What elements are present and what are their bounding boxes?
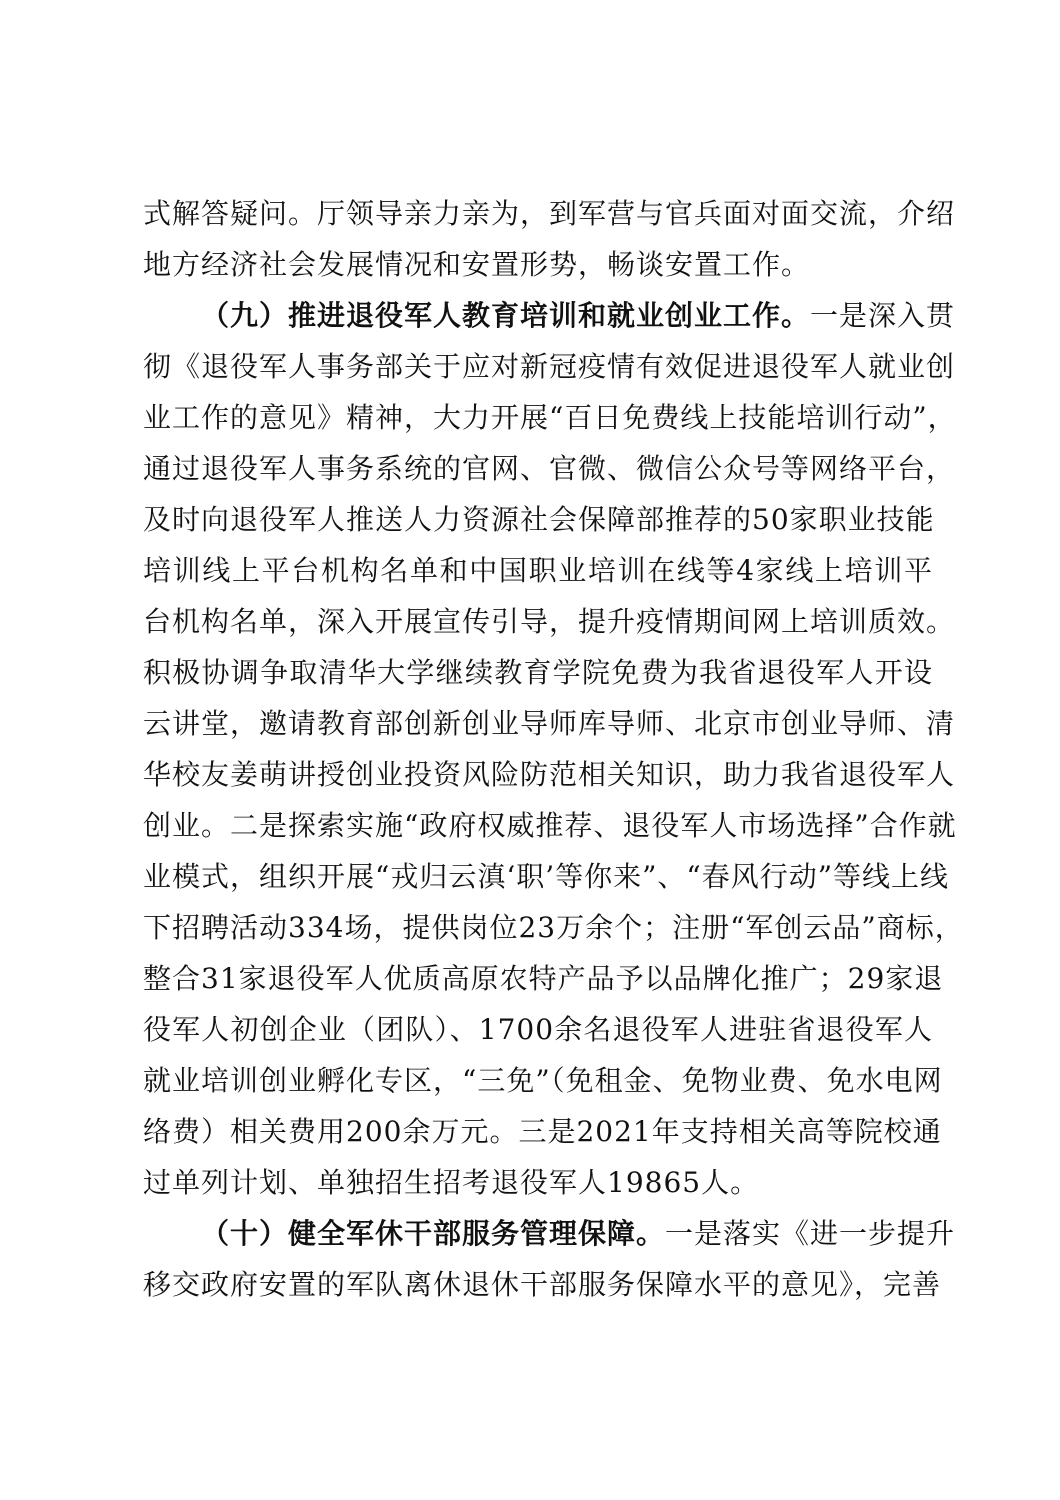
text-line [143, 239, 933, 290]
text-line [143, 1208, 956, 1259]
line-text: 培训线上平台机构名单和中国职业培训在线等4家线上培训平 [143, 554, 933, 587]
text-line [143, 443, 956, 494]
section-heading: （十）健全军休干部服务管理保障。 [201, 1217, 666, 1250]
line-text: 就业培训创业孵化专区，“三免”（免租金、免物业费、免水电网 [143, 1064, 943, 1097]
text-line [143, 1004, 933, 1055]
line-text: 业模式，组织开展“戎归云滇‘职’等你来”、“春风行动”等线上线 [143, 860, 950, 893]
line-text: 台机构名单，深入开展宣传引导，提升疫情期间网上培训质效。 [143, 605, 956, 638]
line-text: 彻《退役军人事务部关于应对新冠疫情有效促进退役军人就业创 [143, 350, 956, 383]
text-line [143, 1157, 933, 1208]
text-line [143, 596, 956, 647]
line-text: 云讲堂，邀请教育部创新创业导师库导师、北京市创业导师、清 [143, 707, 956, 740]
line-text: 整合31家退役军人优质高原农特产品予以品牌化推广；29家退 [143, 962, 944, 995]
text-line [143, 545, 933, 596]
text-line [143, 902, 964, 953]
line-text: 地方经济社会发展情况和安置形势，畅谈安置工作。 [143, 248, 811, 281]
line-text: 及时向退役军人推送人力资源社会保障部推荐的50家职业技能 [143, 503, 935, 536]
text-line [143, 1055, 943, 1106]
line-text: 创业。二是探索实施“政府权威推荐、退役军人市场选择”合作就 [143, 809, 957, 842]
line-text: 过单列计划、单独招生招考退役军人19865人。 [143, 1166, 760, 1199]
line-text: 积极协调争取清华大学继续教育学院免费为我省退役军人开设 [143, 656, 933, 689]
text-line [143, 188, 956, 239]
line-text: 一是深入贯 [810, 299, 956, 332]
text-line [143, 749, 956, 800]
text-line [143, 1259, 942, 1310]
line-text: 络费）相关费用200余万元。三是2021年支持相关高等院校通 [143, 1115, 942, 1148]
text-line [143, 494, 933, 545]
text-line [143, 698, 956, 749]
line-text: 通过退役军人事务系统的官网、官微、微信公众号等网络平台， [143, 452, 956, 485]
section-heading: （九）推进退役军人教育培训和就业创业工作。 [201, 299, 811, 332]
text-line [143, 953, 944, 1004]
line-text: 一是落实《进一步提升 [665, 1217, 956, 1250]
text-line [143, 1106, 942, 1157]
text-line [143, 851, 950, 902]
text-line [143, 647, 933, 698]
text-line [143, 290, 956, 341]
line-text: 式解答疑问。厅领导亲力亲为，到军营与官兵面对面交流，介绍 [143, 197, 956, 230]
line-text: 业工作的意见》精神，大力开展“百日免费线上技能培训行动”， [143, 401, 957, 434]
line-text: 下招聘活动334场，提供岗位23万余个；注册“军创云品”商标， [143, 911, 964, 944]
body-text [143, 188, 964, 1310]
text-line [143, 800, 957, 851]
text-line [143, 392, 957, 443]
text-line [143, 341, 956, 392]
line-text: 移交政府安置的军队离休退休干部服务保障水平的意见》，完善 [143, 1268, 942, 1301]
line-text: 华校友姜萌讲授创业投资风险防范相关知识，助力我省退役军人 [143, 758, 956, 791]
line-text: 役军人初创企业（团队）、1700余名退役军人进驻省退役军人 [143, 1013, 933, 1046]
